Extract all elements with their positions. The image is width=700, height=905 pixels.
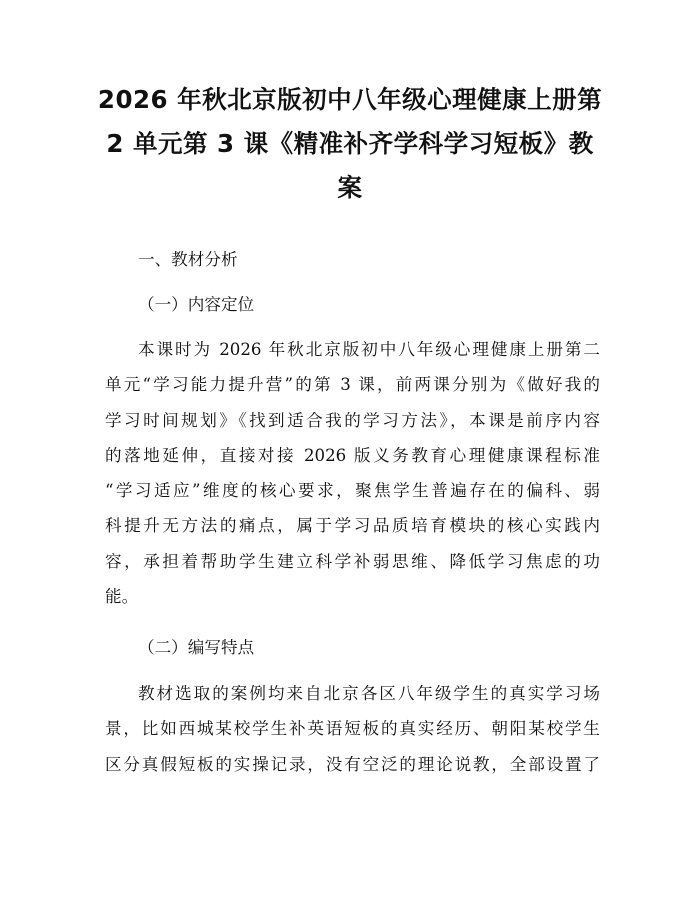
title-line-1: 2026 年秋北京版初中八年级心理健康上册第	[97, 85, 603, 114]
paragraph-line: 容，承担着帮助学生建立科学补弱思维、降低学习焦虑的功	[105, 551, 600, 571]
subsection-heading-content-positioning: （一）内容定位	[138, 295, 255, 314]
paragraph-line: 科提升无方法的痛点，属于学习品质培育模块的核心实践内	[105, 516, 600, 536]
subsection-heading-writing-features: （二）编写特点	[138, 638, 255, 657]
title-line-3: 案	[337, 173, 363, 202]
paragraph-line: “学习适应”维度的核心要求，聚焦学生普遍存在的偏科、弱	[105, 481, 600, 501]
paragraph-writing-features	[105, 676, 600, 782]
paragraph-line: 景，比如西城某校学生补英语短板的真实经历、朝阳某校学生	[105, 719, 600, 739]
section-heading-textbook-analysis: 一、教材分析	[138, 250, 238, 269]
paragraph-line: 本课时为 2026 年秋北京版初中八年级心理健康上册第二	[138, 340, 600, 359]
paragraph-line: 学习时间规划》《找到适合我的学习方法》，本课是前序内容	[105, 410, 600, 430]
paragraph-line: 教材选取的案例均来自北京各区八年级学生的真实学习场	[138, 684, 600, 703]
paragraph-line: 的落地延伸，直接对接 2026 版义务教育心理健康课程标准	[105, 445, 600, 465]
paragraph-content-positioning	[105, 332, 600, 614]
paragraph-line: 区分真假短板的实操记录，没有空泛的理论说教，全部设置了	[105, 754, 600, 774]
title-line-2: 2 单元第 3 课《精准补齐学科学习短板》教	[106, 129, 594, 158]
paragraph-line: 能。	[105, 587, 139, 607]
document-title	[95, 78, 605, 210]
paragraph-line: 单元“学习能力提升营”的第 3 课，前两课分别为《做好我的	[105, 375, 600, 395]
